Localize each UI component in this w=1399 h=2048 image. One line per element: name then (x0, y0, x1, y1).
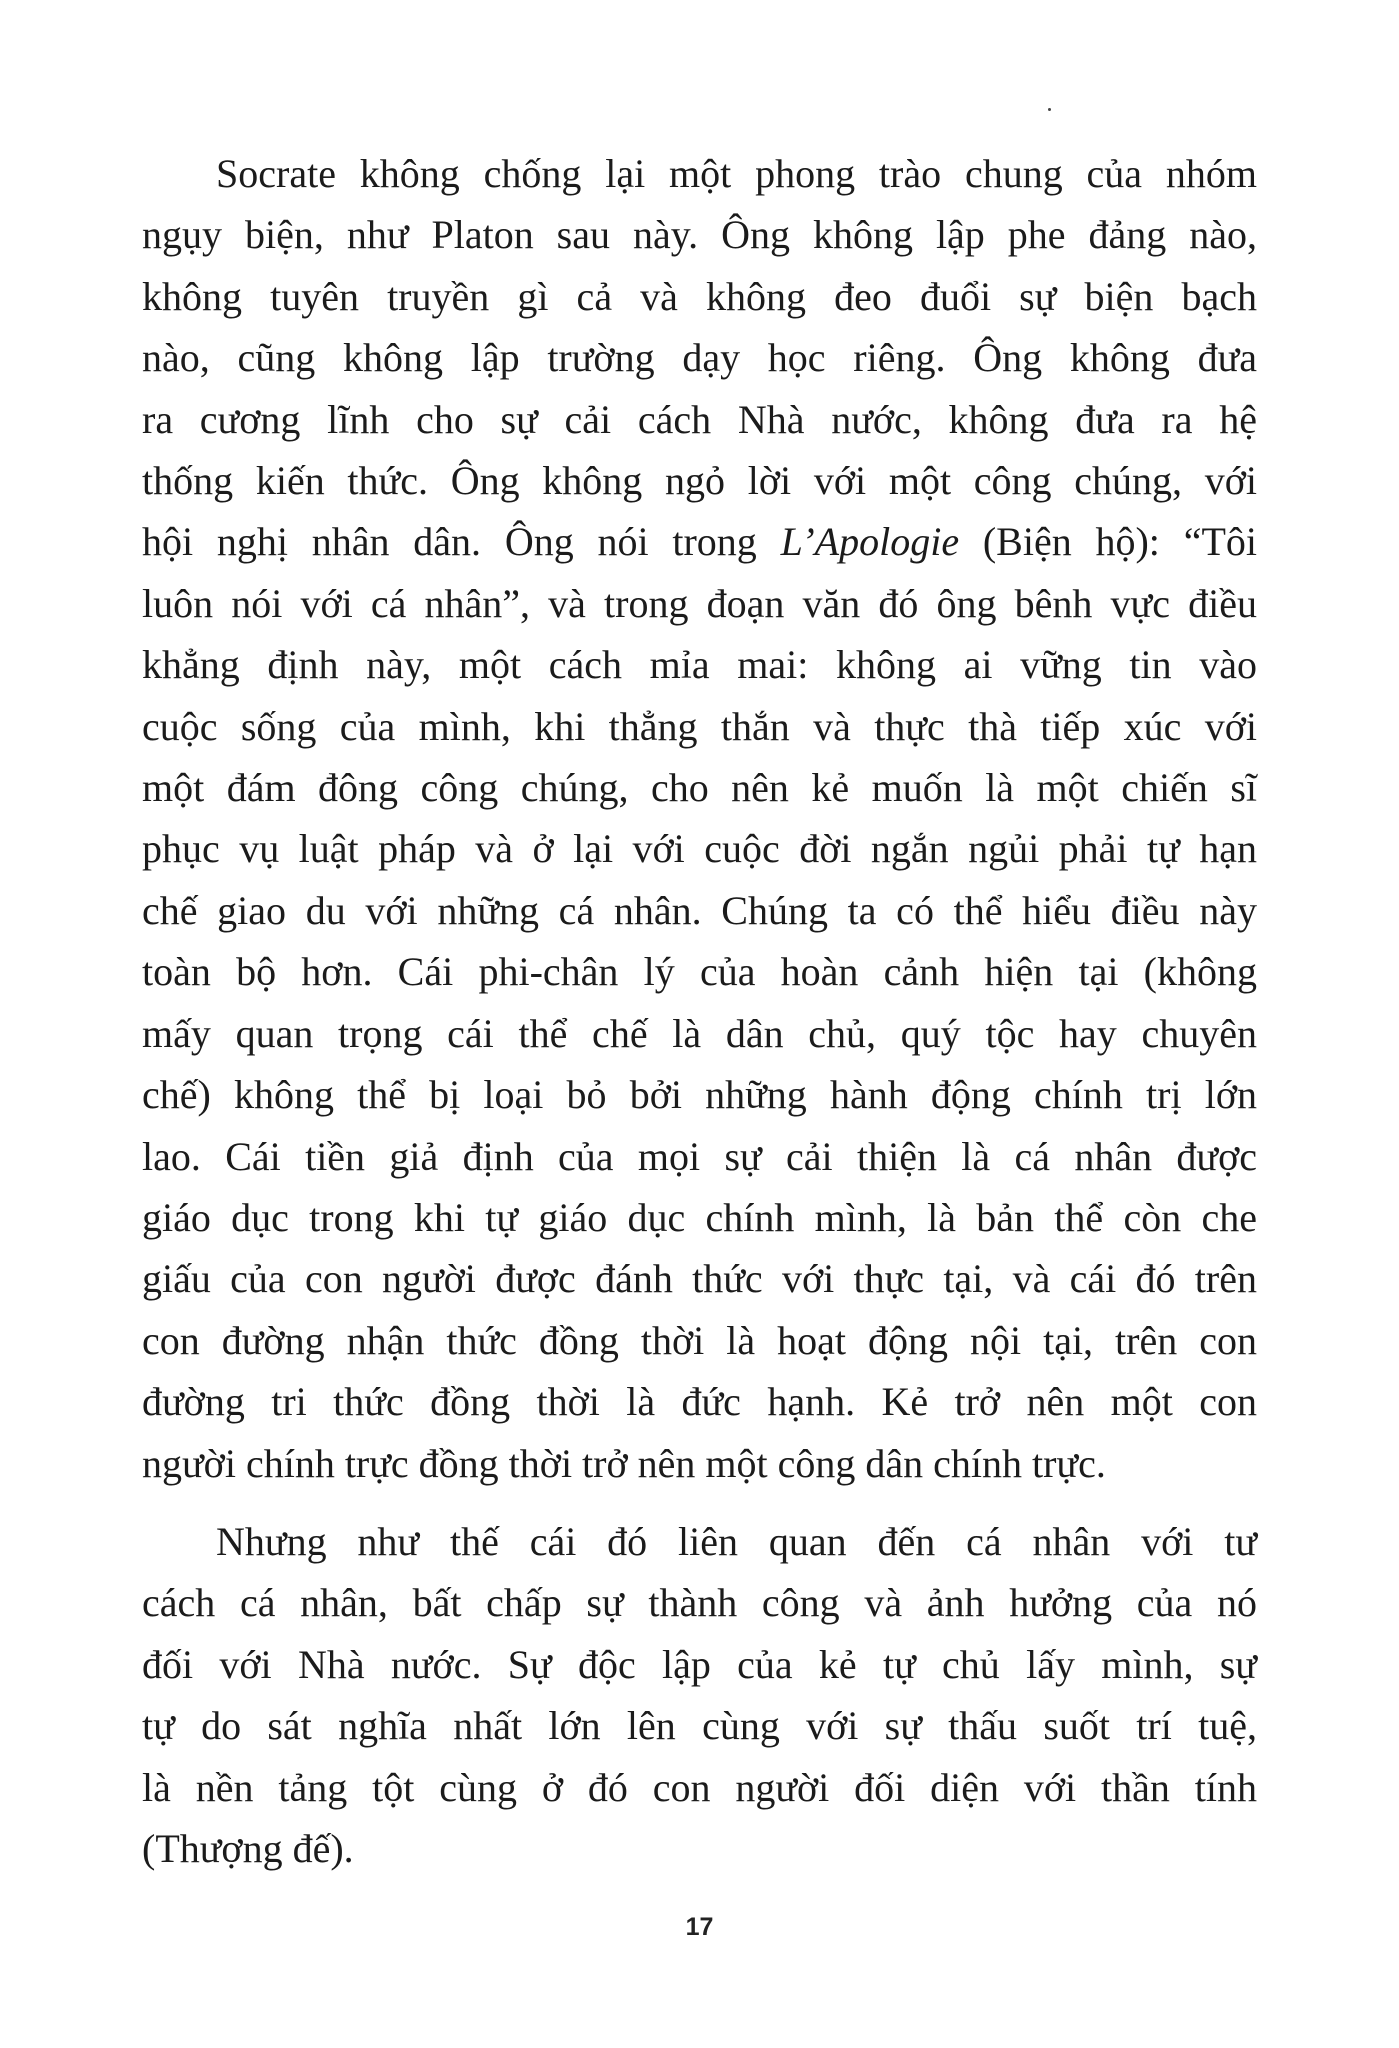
text-segment: chế giao du với những cá nhân. Chúng ta có thể hiểu điều này (142, 887, 1257, 933)
text-line (142, 204, 1257, 265)
text-line (142, 1511, 1257, 1572)
text-line (142, 143, 1257, 204)
text-segment: phục vụ luật pháp và ở lại với cuộc đời ngắn ngủi phải tự hạn (142, 826, 1257, 872)
text-line (142, 1433, 1257, 1494)
text-segment: cách cá nhân, bất chấp sự thành công và ảnh hưởng của nó (142, 1580, 1257, 1626)
text-segment: là nền tảng tột cùng ở đó con người đối diện với thần tính (142, 1764, 1257, 1810)
text-segment: (Biện hộ): “Tôi (959, 519, 1257, 565)
text-segment: tự do sát nghĩa nhất lớn lên cùng với sự thấu suốt trí tuệ, (142, 1703, 1257, 1749)
text-segment: một đám đông công chúng, cho nên kẻ muốn là một chiến sĩ (142, 765, 1257, 811)
speck-mark (1048, 108, 1051, 111)
italic-title: L’Apologie (780, 519, 960, 565)
text-line (142, 1818, 1257, 1879)
text-line (142, 1003, 1257, 1064)
text-segment: người chính trực đồng thời trở nên một công dân chính trực. (142, 1440, 1106, 1486)
text-line (142, 1695, 1257, 1756)
text-segment: đối với Nhà nước. Sự độc lập của kẻ tự chủ lấy mình, sự (142, 1641, 1257, 1687)
text-line (142, 634, 1257, 695)
text-line (142, 1064, 1257, 1125)
paragraph-1 (142, 143, 1257, 1494)
text-line (142, 389, 1257, 450)
text-segment: nào, cũng không lập trường dạy học riêng. Ông không đưa (142, 335, 1257, 381)
text-segment: lao. Cái tiền giả định của mọi sự cải thiện là cá nhân được (142, 1133, 1257, 1179)
text-segment: ra cương lĩnh cho sự cải cách Nhà nước, không đưa ra hệ (142, 396, 1257, 442)
text-line (142, 1634, 1257, 1695)
text-line (142, 941, 1257, 1002)
text-line (142, 1572, 1257, 1633)
text-line (142, 757, 1257, 818)
text-line (142, 327, 1257, 388)
text-line (142, 1757, 1257, 1818)
text-line (142, 511, 1257, 572)
text-segment: (Thượng đế). (142, 1825, 354, 1871)
text-line (142, 573, 1257, 634)
text-segment: cuộc sống của mình, khi thẳng thắn và thực thà tiếp xúc với (142, 703, 1257, 749)
text-segment: ngụy biện, như Platon sau này. Ông không lập phe đảng nào, (142, 212, 1257, 258)
text-segment: đường tri thức đồng thời là đức hạnh. Kẻ trở nên một con (142, 1379, 1257, 1425)
text-line (142, 1248, 1257, 1309)
body-text (142, 143, 1257, 1879)
text-segment: Socrate không chống lại một phong trào chung của nhóm (216, 151, 1257, 196)
text-segment: thống kiến thức. Ông không ngỏ lời với một công chúng, với (142, 458, 1257, 504)
text-segment: không tuyên truyền gì cả và không đeo đuổi sự biện bạch (142, 273, 1257, 319)
text-line (142, 450, 1257, 511)
text-segment: giáo dục trong khi tự giáo dục chính mình, là bản thể còn che (142, 1194, 1257, 1240)
text-line (142, 818, 1257, 879)
text-segment: giấu của con người được đánh thức với thực tại, và cái đó trên (142, 1256, 1257, 1302)
text-line (142, 1371, 1257, 1432)
text-line (142, 1126, 1257, 1187)
text-segment: mấy quan trọng cái thể chế là dân chủ, quý tộc hay chuyên (142, 1010, 1257, 1056)
page-number: 17 (685, 1913, 714, 1941)
text-segment: luôn nói với cá nhân”, và trong đoạn văn đó ông bênh vực điều (142, 580, 1257, 626)
text-segment: con đường nhận thức đồng thời là hoạt động nội tại, trên con (142, 1317, 1257, 1363)
text-segment: hội nghị nhân dân. Ông nói trong (142, 519, 781, 565)
text-segment: Nhưng như thế cái đó liên quan đến cá nhân với tư (216, 1518, 1257, 1564)
text-segment: khẳng định này, một cách mỉa mai: không ai vững tin vào (142, 642, 1257, 688)
text-line (142, 880, 1257, 941)
text-line (142, 1187, 1257, 1248)
paragraph-2 (142, 1511, 1257, 1879)
text-line (142, 696, 1257, 757)
text-line (142, 266, 1257, 327)
text-segment: chế) không thể bị loại bỏ bởi những hành động chính trị lớn (142, 1072, 1257, 1118)
text-line (142, 1310, 1257, 1371)
text-segment: toàn bộ hơn. Cái phi-chân lý của hoàn cảnh hiện tại (không (142, 949, 1257, 995)
